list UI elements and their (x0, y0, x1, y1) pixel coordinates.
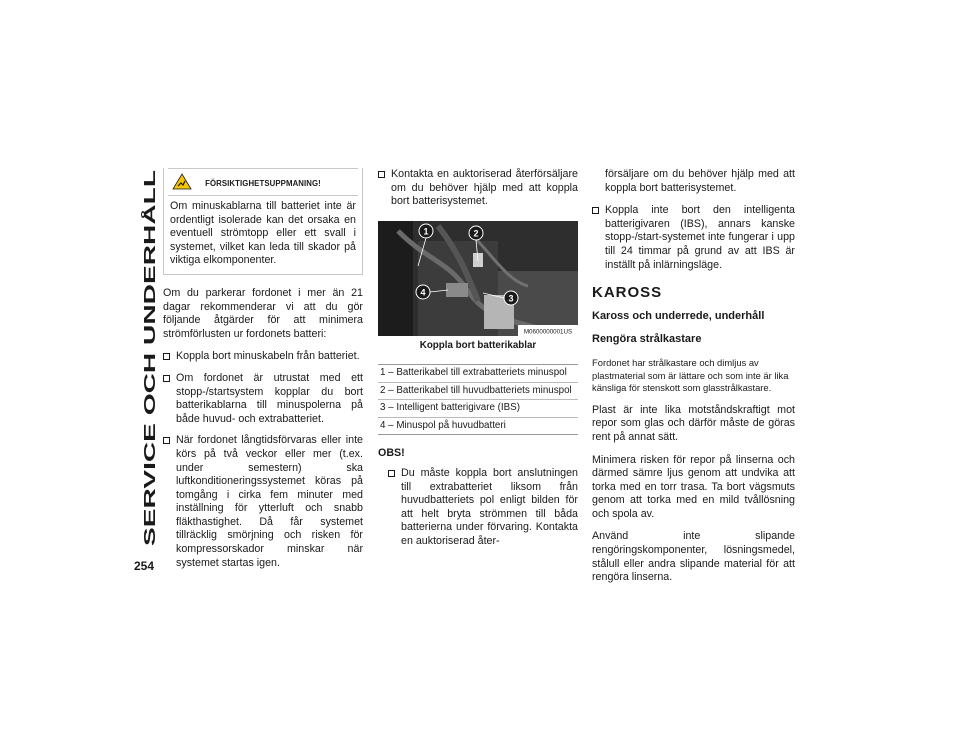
bullet-text: Kontakta en auktoriserad återförsäljare om du behöver hjälp med att koppla bort batterisystemet. (391, 168, 578, 208)
bullet-text: När fordonet långtidsförvaras eller inte körs på två veckor eller mer (t.ex. under semestern) ska luftkonditioneringssystemet köras på tomgång i cirka fem minuter med inställning för ytterluft och snabb fläkthastighet. Då får systemet tillräcklig smörjning och risken för kompressorskador minskar när systemet startas igen. (176, 434, 363, 569)
bullet-square-icon (378, 171, 385, 178)
body-paragraph: Minimera risken för repor på linserna och därmed sämre ljus genom att undvika att torka med en torr trasa. Ta bort vägsmuts genom att torka med en mild tvållösning och spola av. (592, 453, 795, 520)
bullet-text: Koppla inte bort den intelligenta batterigivaren (IBS), annars kanske stopp-/start-systemet inte fungerar i upp till 24 timmar på grund av att IBS är inställt på inlärningsläge. (605, 204, 795, 271)
callout-3-label: 3 (508, 293, 514, 304)
bullet-text: Koppla bort minuskabeln från batteriet. (176, 350, 360, 363)
obs-label: OBS! (378, 447, 405, 460)
warning-box (163, 168, 363, 275)
column-1 (163, 168, 363, 578)
body-paragraph: Plast är inte lika motståndskraftigt mot repor som glas och därför måste de göras rent på annat sätt. (592, 403, 795, 443)
legend-row: 3 – Intelligent batterigivare (IBS) (378, 400, 578, 418)
obs-bullet (388, 467, 578, 549)
legend-row: 2 – Batterikabel till huvudbatteriets minuspol (378, 383, 578, 401)
legend-row: 1 – Batterikabel till extrabatteriets minuspol (378, 365, 578, 383)
note-text: Fordonet har strålkastare och dimljus av plastmaterial som är lättare och som inte är lika känsliga för stenskott som glasstrålkastare. (592, 356, 789, 394)
callout-4-label: 4 (420, 287, 426, 298)
bullet-text: Om fordonet är utrustat med ett stopp-/startsystem kopplar du bort batterikablarna till minuspolerna på både huvud- och extrabatteriet. (176, 371, 363, 425)
battery-photo-illustration (378, 221, 578, 336)
bullet-item (163, 350, 363, 364)
bullet-square-icon (163, 437, 170, 444)
callout-1-label: 1 (423, 226, 429, 237)
bullet-square-icon (163, 353, 170, 360)
callout-2-label: 2 (473, 228, 479, 239)
bullet-item (163, 372, 363, 426)
bullet-item (163, 434, 363, 570)
bullet-item (592, 204, 795, 272)
column-2 (378, 168, 578, 557)
side-section-title (136, 168, 162, 548)
figure-code: M0600000001US (523, 328, 573, 336)
side-title-text: SERVICE OCH UNDERHÅLL (142, 338, 159, 546)
subsection-heading: Kaross och underrede, underhåll (592, 309, 765, 322)
body-paragraph: Använd inte slipande rengöringskomponenter, lösningsmedel, stålull eller andra slipande material för att rengöra linserna. (592, 530, 795, 584)
warning-text: Om minuskablarna till batteriet inte är ordentligt isolerade kan det orsaka en eventuell strömtopp eller ett svall i systemet, vilket kan leda till skador på viktiga elkomponenter. (170, 200, 356, 267)
bullet-square-icon (163, 375, 170, 382)
intro-paragraph: Om du parkerar fordonet i mer än 21 dagar rekommenderar vi att du gör följande åtgärder för att minimera strömförlusten ur fordonets batteri: (163, 286, 363, 340)
topic-heading: Rengöra strålkastare (592, 333, 702, 346)
column-3 (592, 168, 795, 594)
figure-caption: Koppla bort batterikablar (419, 339, 537, 351)
obs-text: Du måste koppla bort anslutningen till extrabatteriet liksom från huvudbatteriets pol enligt bilden för att helt bryta strömmen till båda batterierna under förvaring. Kontakta en auktoriserad åter- (401, 466, 578, 547)
page-number: 254 (134, 559, 155, 573)
bullet-square-icon (388, 470, 395, 477)
figure-legend (378, 364, 578, 435)
legend-row: 4 – Minuspol på huvudbatteri (380, 419, 506, 431)
section-heading: KAROSS (592, 284, 663, 302)
bullet-square-icon (592, 207, 599, 214)
continuation-text: försäljare om du behöver hjälp med att koppla bort batterisystemet. (605, 168, 795, 194)
warning-header (168, 168, 358, 196)
battery-figure (378, 221, 578, 336)
warning-title: FÖRSIKTIGHETSUPPMANING! (205, 179, 321, 188)
bullet-item (378, 168, 578, 209)
